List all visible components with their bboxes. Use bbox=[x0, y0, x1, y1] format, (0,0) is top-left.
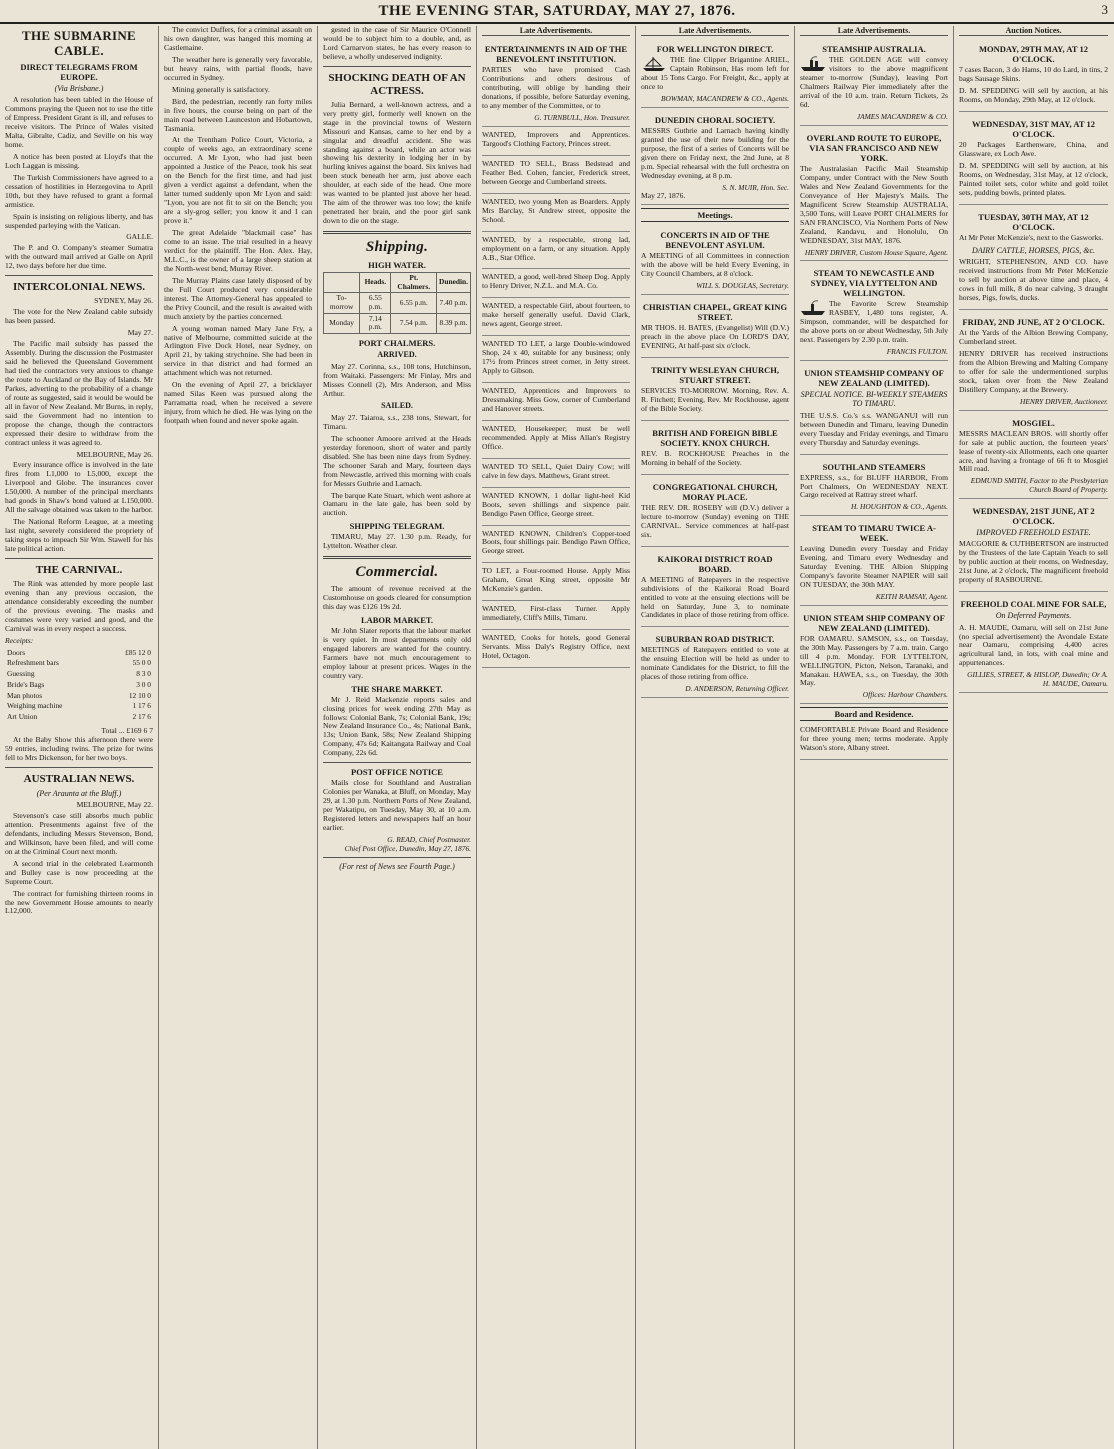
ad-text: WANTED, Improvers and Apprentices. Targood's Clothing Factory, Princes street. bbox=[482, 129, 630, 148]
table-row bbox=[5, 680, 153, 691]
classified-ad bbox=[482, 528, 630, 564]
ad-title: DUNEDIN CHORAL SOCIETY. bbox=[654, 115, 776, 125]
ad-subtitle: IMPROVED FREEHOLD ESTATE. bbox=[976, 527, 1091, 537]
ad-text: WANTED KNOWN, Children's Copper-toed Boots, four shillings pair. Bendigo Pawn Office, George street. bbox=[482, 528, 630, 556]
account-item: Refreshment bars bbox=[7, 658, 59, 668]
account-value: 1 17 6 bbox=[132, 701, 151, 711]
advertisement bbox=[641, 360, 789, 421]
column-5 bbox=[636, 26, 795, 1449]
ad-title: CHRISTIAN CHAPEL, GREAT KING STREET. bbox=[642, 302, 788, 323]
ad-text: WANTED, by a respectable, strong lad, employment on a farm, or any situation. Apply A.B., Star Office. bbox=[482, 234, 630, 262]
table-header bbox=[324, 272, 360, 292]
ad-title: MOSGIEL. bbox=[1012, 417, 1055, 428]
article-paragraph: Stevenson's case still absorbs much public attention. Presentments against five of the defendants, including Messrs Stevenson, Bond, and Wilkinson, have been filed, and will come on at the Criminal Court next month. bbox=[5, 810, 153, 856]
table-row bbox=[5, 701, 153, 712]
ad-title: MONDAY, 29TH MAY, AT 12 O'CLOCK. bbox=[979, 44, 1088, 65]
ad-text: A. H. MAUDE, Oamaru, will sell on 21st June (no special advertisement) the Avondale Estate near Oamaru, comprising 4,400 acres agricultural land, in lots, with coal mine and appurtenances. bbox=[959, 622, 1108, 668]
classified-ad bbox=[482, 565, 630, 601]
ad-subtitle: DAIRY CATTLE, HORSES, PIGS, &c. bbox=[971, 246, 1096, 256]
accounts-table bbox=[5, 648, 153, 723]
table-row bbox=[324, 313, 471, 333]
divider bbox=[5, 275, 153, 276]
column-2 bbox=[159, 26, 318, 1449]
classified-ad bbox=[482, 300, 630, 336]
divider bbox=[323, 66, 471, 67]
ad-text: WANTED, First-class Turner. Apply immediately, Cliff's Mills, Timaru. bbox=[482, 604, 630, 623]
ad-title: WEDNESDAY, 31ST MAY, AT 12 O'CLOCK. bbox=[972, 119, 1095, 140]
ad-text: HENRY DRIVER has received instructions from the Albion Brewing and Malting Company to offer for sale the undermentioned surplus stock, taken over from the New Zealand Distillery Company, at the Brewery. bbox=[959, 349, 1108, 394]
signature: S. N. MUIR, Hon. Sec. bbox=[722, 182, 789, 192]
article-paragraph: Julia Bernard, a well-known actress, and a very pretty girl, formerly well known on the stage in the provincial towns of Western Missouri and Kansas, came to her end by a singular and dreadful accident. She was standing against a board, while an actor was showing his dexterity in lodging her in by hurling knives against the board. Six knives had been stuck beneath her arm, just above each shoulder, at each side of the head. One more was wanted to be planted just above her head. The aim of the thrower was too low; the knife penetrated her brain, and the poor girl sank down to die on the stage. bbox=[323, 99, 471, 226]
account-item: Art Union bbox=[7, 712, 38, 722]
column-4 bbox=[477, 26, 636, 1449]
dateline: MELBOURNE, May 26. bbox=[76, 449, 153, 459]
table-header: Pt. Chalmers. bbox=[391, 272, 437, 292]
ad-text: REV. B. ROCKHOUSE Preaches in the Morning in behalf of the Society. bbox=[641, 448, 789, 467]
article-paragraph: A notice has been posted at Lloyd's that the Loch Laggan is missing. bbox=[5, 151, 153, 170]
ad-text: WANTED, a good, well-bred Sheep Dog. Apply to Henry Driver, N.Z.L. and M.A. Co. bbox=[482, 272, 630, 291]
ad-text: PARTIES who have promised Cash Contributions and others desirous of contributing, will oblige by handing their donations, if possible, before Saturday evening, to any member of the Committee, or to bbox=[482, 65, 630, 111]
ad-title: UNION STEAMSHIP COMPANY OF NEW ZEALAND (LIMITED). bbox=[804, 367, 944, 388]
ad-text: WANTED TO SELL, Quiet Dairy Cow; will calve in few days. Matthews, Grant street. bbox=[482, 461, 630, 480]
steamship-icon bbox=[800, 56, 826, 72]
ad-text: MACGORIE & CUTHBERTSON are instructed by the Trustees of the late Captain Yeach to sell by public auction at their rooms, on Wednesday, 21st June, at 2 o'clock, The magnificent freehold property of RASBOURNE. bbox=[959, 539, 1108, 585]
signature: WILL S. DOUGLAS, Secretary. bbox=[696, 281, 789, 291]
classified-ad bbox=[482, 129, 630, 156]
advertisement bbox=[641, 110, 789, 205]
advertisement bbox=[800, 263, 948, 361]
classified-ad bbox=[482, 271, 630, 298]
advertisement bbox=[641, 225, 789, 295]
article-paragraph: A young woman named Mary Jane Fry, a native of Melbourne, committed suicide at the Arlington Five Dock Hotel, near Sydney, on April 21, by taking strychnine. She had been in service in that district and had formed an attachment which was not returned. bbox=[164, 323, 312, 378]
ad-text: The Australasian Pacific Mail Steamship Company, under Contract with the New South Wales and New Zealand Governments for the Conveyance of Her Majesty's Mails. The Magnificent Screw Steamship AUSTRALIA, 3,500 Tons, will Leave PORT CHALMERS for SAN FRANCISCO, Via Northern Ports of New Zealand, Kandavu, and Honolulu, On WEDNESDAY, 31st MAY, 1876. bbox=[800, 163, 948, 245]
advertisement bbox=[641, 477, 789, 547]
table-cell: Monday bbox=[324, 313, 360, 333]
ad-text: At Mr Peter McKenzie's, next to the Gasworks. bbox=[959, 233, 1104, 243]
post-office-heading: POST OFFICE NOTICE bbox=[351, 767, 443, 778]
advertisement bbox=[641, 423, 789, 475]
table-cell: 6.55 p.m. bbox=[391, 293, 437, 313]
advertisement bbox=[641, 39, 789, 108]
ad-text: THE U.S.S. Co.'s s.s. WANGANUI will run between Dunedin and Timaru, leaving Dunedin every Tuesday and Friday evenings, and Timaru every Thursday and Saturday evenings. bbox=[800, 410, 948, 447]
ad-title: OVERLAND ROUTE TO EUROPE, VIA SAN FRANCISCO AND NEW YORK. bbox=[806, 132, 942, 163]
article-paragraph: The barque Kate Stuart, which went ashore at Oamaru in the late gale, has been sold by auction. bbox=[323, 490, 471, 518]
ad-text: WANTED TO LET, a large Double-windowed Shop, 24 x 40, suitable for any business; only 17½ from Princes street corner, in Jetty street. Apply to Gibson. bbox=[482, 339, 630, 376]
ad-text: SERVICES TO-MORROW. Morning, Rev. A. R. Fitchett; Evening, Rev. Mr Rockhouse, agent of the Bible Society. bbox=[641, 385, 789, 413]
article-paragraph: The Murray Plains case lately disposed of by the Full Court produced very considerable interest. The Attorney-General has appealed to the Privy Council, and the result is awaited with much anxiety by the parties concerned. bbox=[164, 275, 312, 321]
headline-carnival: THE CARNIVAL. bbox=[35, 563, 123, 576]
divider bbox=[323, 231, 471, 234]
ad-title: STEAMSHIP AUSTRALIA. bbox=[822, 44, 926, 55]
classified-ad bbox=[482, 490, 630, 526]
advertisement bbox=[800, 724, 948, 760]
ad-text: D. M. SPEDDING will sell by auction, at his Rooms, on Monday, 29th May, at 12 o'clock. bbox=[959, 86, 1108, 105]
ad-title: KAIKORAI DISTRICT ROAD BOARD. bbox=[657, 553, 773, 574]
signature: G. READ, Chief Postmaster. bbox=[387, 835, 471, 845]
classified-ad bbox=[482, 196, 630, 232]
account-value: 8 3 0 bbox=[136, 669, 151, 679]
signature: D. ANDERSON, Returning Officer. bbox=[685, 684, 789, 694]
account-item: Guessing bbox=[7, 669, 35, 679]
ad-title: UNION STEAM SHIP COMPANY OF NEW ZEALAND (LIMITED). bbox=[803, 612, 945, 633]
classified-ad bbox=[482, 234, 630, 270]
article-paragraph: The National Reform League, at a meeting last night, severely considered the propriety of taking steps to impeach Sir Wm. Stawell for his late political action. bbox=[5, 517, 153, 554]
article-paragraph: A second trial in the celebrated Learmonth and Bulley case is now proceeding at the Supreme Court. bbox=[5, 858, 153, 886]
ad-text: THE fine Clipper Brigantine ARIEL, Captain Robinson, Has room left for about 15 Tons Cargo. For Freight, &c., apply at once to bbox=[641, 55, 789, 92]
signature: GILLIES, STREET, & HISLOP, Dunedin; Or A. H. MAUDE, Oamaru. bbox=[967, 670, 1108, 689]
ad-title: CONGREGATIONAL CHURCH, MORAY PLACE. bbox=[652, 481, 778, 502]
ad-title: FRIDAY, 2ND JUNE, AT 2 O'CLOCK. bbox=[962, 317, 1105, 328]
page-number: 3 bbox=[1101, 2, 1108, 17]
advertisement bbox=[641, 549, 789, 628]
ad-title: STEAM TO TIMARU TWICE A-WEEK. bbox=[812, 523, 936, 544]
ad-text: EXPRESS, s.s., for BLUFF HARBOR, From Port Chalmers, On WEDNESDAY NEXT. Cargo received at Rattray street wharf. bbox=[800, 472, 948, 500]
column-6 bbox=[795, 26, 954, 1449]
account-value: 12 10 0 bbox=[128, 690, 151, 700]
ad-text: Leaving Dunedin every Tuesday and Friday Evening, and Timaru every Wednesday and Saturday Evening. THE Albion Shipping Company's favorite Steamer NAPIER will sail ON TUESDAY, the 30th MAY. bbox=[800, 544, 948, 589]
classified-ad bbox=[482, 423, 630, 459]
table-cell: 7.40 p.m. bbox=[437, 293, 471, 313]
headline-intercolonial: INTERCOLONIAL NEWS. bbox=[12, 281, 146, 294]
advertisement bbox=[959, 207, 1108, 310]
article-paragraph: The Turkish Commissioners have agreed to a cessation of hostilities in Herzegovina to April 10th, but they have refused to grant a formal armistice. bbox=[5, 172, 153, 209]
ad-text: D. M. SPEDDING will sell by auction, at his Rooms, on Wednesday, 31st May, at 12 o'clock, Painted toilet sets, color white and gold toilet sets, pudding bowls, printed plates. bbox=[959, 161, 1108, 198]
advertisement bbox=[959, 594, 1108, 693]
article-paragraph: The Rink was attended by more people last evening than any previous occasion, the attendance considerably exceeding the number of the previous evening. The masks and costumes were very varied and good, and the Carnival was in every respect a success. bbox=[5, 578, 153, 633]
column-7 bbox=[954, 26, 1113, 1449]
ad-text: MEETINGS of Ratepayers entitled to vote at the ensuing Election will be held as under to nominate Candidates for the District, to fill the places of those retiring from office. bbox=[641, 645, 789, 682]
signature: EDMUND SMITH, Factor to the Presbyterian Church Board of Property. bbox=[970, 476, 1108, 495]
table-row bbox=[5, 648, 153, 659]
high-water-table bbox=[323, 272, 471, 334]
classified-ad bbox=[482, 338, 630, 383]
advertisement bbox=[959, 501, 1108, 592]
ad-date: May 27, 1876. bbox=[641, 191, 686, 201]
article-paragraph: The contract for furnishing thirteen rooms in the new Government House amounts to nearly L12,000. bbox=[5, 888, 153, 916]
article-paragraph: Spain is insisting on religious liberty, and has suspended parleying with the Vatican. bbox=[5, 211, 153, 230]
column-3 bbox=[318, 26, 477, 1449]
dateline: GALLE. bbox=[126, 232, 153, 242]
ad-title: FREEHOLD COAL MINE FOR SALE, bbox=[960, 599, 1107, 610]
section-shipping: Shipping. bbox=[365, 239, 429, 256]
newspaper-title: THE EVENING STAR, SATURDAY, MAY 27, 1876. bbox=[378, 3, 736, 19]
ad-text: WANTED KNOWN, 1 dollar light-heel Kid Boots, seven shillings and sixpence pair. Bendigo Pawn Office, George street. bbox=[482, 490, 630, 518]
advertisement bbox=[800, 518, 948, 606]
ad-text: MESSRS MACLEAN BROS. will shortly offer for sale at public auction, the fourteen years' lease of twenty-six Allotments, each one quarter acre, and having a frontage of 66 ft to Mosgiel Mill road. bbox=[959, 428, 1108, 474]
ad-text: TO LET, a Four-roomed House. Apply Miss Graham, Great King street, opposite Mr McKenzie's garden. bbox=[482, 566, 630, 594]
divider bbox=[5, 558, 153, 559]
divider bbox=[323, 762, 471, 763]
headline-australian-news: AUSTRALIAN NEWS. bbox=[23, 772, 135, 785]
table-cell: 7.54 p.m. bbox=[391, 313, 437, 333]
article-paragraph: The convict Duffers, for a criminal assault on his own daughter, was hanged this morning at Castlemaine. bbox=[164, 26, 312, 52]
ad-text: WANTED, Cooks for hotels, good General Servants. Miss Daly's Registry Office, next Hotel, Octagon. bbox=[482, 633, 630, 661]
ad-title: BRITISH AND FOREIGN BIBLE SOCIETY. KNOX CHURCH. bbox=[652, 427, 778, 448]
sailed-heading: SAILED. bbox=[381, 401, 413, 411]
advertisement bbox=[800, 128, 948, 261]
signature: JAMES MACANDREW & CO. bbox=[856, 112, 948, 122]
port-heading: PORT CHALMERS. bbox=[358, 338, 436, 349]
dateline: MELBOURNE, May 22. bbox=[76, 799, 153, 809]
article-paragraph: Mining generally is satisfactory. bbox=[172, 84, 270, 94]
subhead-direct-telegrams: DIRECT TELEGRAMS FROM EUROPE. bbox=[20, 61, 138, 82]
signature: HENRY DRIVER, Auctioneer. bbox=[1020, 396, 1108, 406]
high-water-heading: HIGH WATER. bbox=[368, 259, 426, 270]
advertisement bbox=[800, 457, 948, 517]
account-value: 3 0 0 bbox=[136, 679, 151, 689]
ad-text: FOR OAMARU. SAMSON, s.s., on Tuesday, the 30th May. Passengers by 7 a.m. train. Cargo till 4 p.m. Monday. FOR LYTTELTON, WELLINGTON, Picton, Nelson, Taranaki, and Manakau. HAWEA, s.s., on Tuesday, the 30th May. bbox=[800, 633, 948, 688]
article-paragraph: May 27. Corinna, s.s., 108 tons, Hutchinson, from Waitaki. Passengers: Mr Finlay, Mrs and Misses Connell (2), Mrs Anderson, and Miss Arthur. bbox=[323, 361, 471, 398]
ad-text: The Favorite Screw Steamship RASBEY, 1,480 tons register, A. Simpson, commander, will be despatched for the above ports on or about Wednesday, 5th July next. Passengers by 2.30 p.m. train. bbox=[800, 299, 948, 345]
section-board-residence: Board and Residence. bbox=[800, 707, 948, 721]
section-late-ads: Late Advertisements. bbox=[641, 26, 789, 36]
signature: KEITH RAMSAY, Agent. bbox=[875, 591, 948, 601]
ad-text: WANTED, Housekeeper; must be well recommended. Apply at Miss Allan's Registry Office. bbox=[482, 423, 630, 451]
dateline: SYDNEY, May 26. bbox=[94, 296, 153, 306]
table-row bbox=[5, 669, 153, 680]
signature: FRANCIS FULTON. bbox=[886, 347, 948, 357]
account-value: 2 17 6 bbox=[132, 712, 151, 722]
article-paragraph: Every insurance office is involved in the late fires from L1,000 to L5,000, except the Liverpool and Globe. The insurances cover L50,000. A number of the principal merchants had goods in Shaw's bond valued at L150,000. All the salvage obtained was taken to the harbor. bbox=[5, 460, 153, 515]
ad-text: THE REV. DR. ROSEBY will (D.V.) deliver a lecture to-morrow (Sunday) evening on THE CARNIVAL. Service commences at half-past six. bbox=[641, 502, 789, 539]
ad-text: A MEETING of all Committees in connection with the above will be held Every Evening, in City Council Chambers, at 8 o'clock. bbox=[641, 251, 789, 279]
account-value: £85 12 0 bbox=[125, 647, 151, 657]
table-row bbox=[5, 691, 153, 702]
ad-title: STEAM TO NEWCASTLE AND SYDNEY, VIA LYTTELTON AND WELLINGTON. bbox=[810, 268, 938, 299]
table-header: Dunedin. bbox=[437, 272, 471, 292]
signature: Chief Post Office, Dunedin, May 27, 1876. bbox=[344, 843, 471, 853]
advertisement bbox=[800, 608, 948, 704]
table-header: Heads. bbox=[360, 272, 391, 292]
share-market-heading: THE SHARE MARKET. bbox=[351, 683, 443, 694]
ad-title: WEDNESDAY, 21ST JUNE, AT 2 O'CLOCK. bbox=[972, 505, 1095, 526]
advertisement bbox=[959, 114, 1108, 205]
account-item: Weighing machine bbox=[7, 701, 63, 711]
section-late-ads: Late Advertisements. bbox=[482, 26, 630, 36]
advertisement bbox=[482, 39, 630, 127]
ad-text: WANTED TO SELL, Brass Bedstead and Feather Bed. Cohen, fancier, Frederick street, between George and Cumberland streets. bbox=[482, 158, 630, 186]
arrived-heading: ARRIVED. bbox=[377, 350, 417, 360]
table-row bbox=[5, 658, 153, 669]
ad-text: WANTED, Apprentices and Improvers to Dressmaking. Miss Gow, corner of Cumberland and Hanover streets. bbox=[482, 386, 630, 413]
advertisement bbox=[959, 39, 1108, 112]
table-row bbox=[324, 293, 471, 313]
ad-text: 20 Packages Earthenware, China, and Glassware, ex Loch Awe. bbox=[959, 140, 1108, 159]
table-cell: 7.14 p.m. bbox=[360, 313, 391, 333]
labor-market-heading: LABOR MARKET. bbox=[360, 614, 434, 625]
signature: BOWMAN, MACANDREW & CO., Agents. bbox=[661, 94, 789, 104]
section-auction-notices: Auction Notices. bbox=[959, 26, 1108, 36]
classified-ad bbox=[482, 158, 630, 194]
article-paragraph: Mr John Slater reports that the labour market is very quiet. In most departments only old engaged laborers are wanted for the country. Farmers have not much encouragement to employ labour at present prices. Wages in the country vary. bbox=[323, 625, 471, 680]
ad-text: At the Yards of the Albion Brewing Company, Cumberland street. bbox=[959, 328, 1108, 347]
account-item: Doors bbox=[7, 647, 26, 657]
signature: Offices: Harbour Chambers. bbox=[862, 690, 948, 700]
ad-subtitle: On Deferred Payments. bbox=[995, 611, 1072, 621]
signature: HENRY DRIVER, Custom House Square, Agent. bbox=[804, 247, 948, 257]
classified-ads-list bbox=[482, 129, 630, 668]
steamship-icon bbox=[800, 300, 826, 316]
article-paragraph: Bird, the pedestrian, recently ran forty miles in five hours, the course being on part of the main road between Launceston and Hobartown, Tasmania. bbox=[164, 96, 312, 133]
article-paragraph: A resolution has been tabled in the House of Commons praying the Queen not to use the title of Empress. President Grant is ill, and refuses to receive visitors. The Prince of Wales visited Malta, Gibralte, Cadiz, and Seville on his way home. bbox=[5, 95, 153, 149]
dateline: May 27. bbox=[127, 328, 153, 338]
article-paragraph: At the Trentham Police Court, Victoria, a couple of weeks ago, an extraordinary scene occurred. A Mr Lyon, who had just been appointed a Justice of the Peace, took his seat on the Bench for the first time, and had just given a verdict against a defendant, when the latter turned suddenly upon Mr Lyon and said: "Lyon, you are not fit to sit on the Bench; you are a sly-grog seller; you know it and I can prove it." bbox=[164, 135, 312, 226]
accounts-total: Total ... £169 6 7 bbox=[101, 725, 153, 735]
ad-text: A MEETING of Ratepayers in the respective subdivisions of the Kaikorai Road Board entitled to vote at the ensuing elections will be held on Saturday, June 3, to nominate Candidates in place of those retiring from office. bbox=[641, 574, 789, 620]
article-paragraph: The great Adelaide "blackmail case" has come to an issue. The trial resulted in a heavy verdict for the plaintiff. The Hon. Alex. Hay, M.L.C., is the owner of a large sheep station at the North-west bend, Murray River. bbox=[164, 228, 312, 273]
ad-text: MR THOS. H. BATES, (Evangelist) Will (D.V.) preach in the above place On LORD'S DAY, EVENING, At half-past six o'clock. bbox=[641, 323, 789, 350]
divider bbox=[323, 556, 471, 559]
advertisement bbox=[641, 629, 789, 698]
headline-submarine-cable: THE SUBMARINE CABLE. bbox=[21, 28, 137, 59]
ad-text: WRIGHT, STEPHENSON, AND CO. have received instructions from Mr Peter McKenzie to sell by auction at above time and place, 4 cows in full milk, 8 do near calving, 3 draught horses, Pigs, fowls, ducks. bbox=[959, 257, 1108, 303]
advertisement bbox=[800, 363, 948, 455]
article-paragraph: On the evening of April 27, a bricklayer named Silas Keen was pursued along the Parramatta road, when he received a severe injury, from which he died. He was lying on the footpath when found and never spoke again. bbox=[164, 380, 312, 426]
headline-shocking-death: SHOCKING DEATH OF AN ACTRESS. bbox=[328, 71, 466, 97]
article-paragraph: The amount of revenue received at the Customhouse on goods cleared for consumption this day was £126 19s 2d. bbox=[323, 584, 471, 611]
ad-subtitle: SPECIAL NOTICE. BI-WEEKLY STEAMERS TO TIMARU. bbox=[800, 389, 948, 409]
advertisement bbox=[959, 312, 1108, 410]
continued-note: (For rest of News see Fourth Page.) bbox=[339, 862, 455, 872]
article-paragraph: The weather here is generally very favorable, but heavy rains, with partial floods, have occurred in Sydney. bbox=[164, 54, 312, 82]
advertisement bbox=[959, 413, 1108, 499]
signature: G. TURNBULL, Hon. Treasurer. bbox=[534, 113, 630, 123]
article-paragraph: gested in the case of Sir Maurice O'Connell would be to subject him to a double, and, as Lord Carnarvon states, he has every reason to believe, a wholly undeserved indignity. bbox=[323, 26, 471, 61]
article-paragraph: At the Baby Show this afternoon there were 59 entries, including twins. The prize for twins fell to Mrs Dickenson, for her two boys. bbox=[5, 734, 153, 762]
divider bbox=[323, 857, 471, 858]
table-cell: To-morrow bbox=[324, 293, 360, 313]
article-paragraph: Mails close for Southland and Australian Colonies per Wanaka, at Bluff, on Monday, May 29, at 1.30 p.m. Northern Ports of New Zealand, per Wakatipu, on Tuesday, May 30, at 10 a.m. Registered letters and newspapers half an hour earlier. bbox=[323, 778, 471, 833]
advertisement bbox=[800, 39, 948, 125]
section-commercial: Commercial. bbox=[355, 564, 439, 581]
article-paragraph: TIMARU, May 27. 1.30 p.m. Ready, for Lyttelton. Weather clear. bbox=[323, 532, 471, 551]
ad-title: ENTERTAINMENTS IN AID OF THE BENEVOLENT INSTITUTION. bbox=[484, 44, 628, 65]
article-paragraph: May 27. Taiaroa, s.s., 238 tons, Stewart, for Timaru. bbox=[323, 412, 471, 431]
masthead bbox=[0, 0, 1114, 24]
section-meetings: Meetings. bbox=[641, 208, 789, 222]
signature: H. HOUGHTON & CO., Agents. bbox=[850, 502, 948, 512]
ad-title: FOR WELLINGTON DIRECT. bbox=[656, 44, 774, 55]
ad-text: 7 cases Bacon, 3 do Hams, 10 do Lard, in tins, 2 bags Sausage Skins. bbox=[959, 65, 1108, 84]
column-1 bbox=[0, 26, 159, 1449]
account-value: 55 0 0 bbox=[132, 658, 151, 668]
shipping-telegram-heading: SHIPPING TELEGRAM. bbox=[349, 521, 445, 532]
ad-title: SOUTHLAND STEAMERS bbox=[822, 461, 926, 472]
account-item: Bride's Bags bbox=[7, 679, 45, 689]
ad-title: SUBURBAN ROAD DISTRICT. bbox=[655, 634, 775, 645]
table-row bbox=[5, 712, 153, 723]
classified-ad bbox=[482, 632, 630, 668]
article-paragraph: The vote for the New Zealand cable subsidy has been passed. bbox=[5, 307, 153, 326]
article-paragraph: Mr J. Reid Mackenzie reports sales and closing prices for week ending 27th May as follows: Colonial Bank, 7s; Colonial Bank, 19s; New Zealand Insurance Co., 4s; National Bank, 13s; Union Bank, 58s; New Zealand Shipping Company, 47s 6d; Kaitangata Railway and Coal Company, 22s 6d. bbox=[323, 694, 471, 758]
classified-ad bbox=[482, 461, 630, 488]
article-paragraph: The schooner Amoore arrived at the Heads yesterday forenoon, short of water and partly disabled. She has been nine days from Sydney. The schooner Sarah and Mary, fourteen days from Newcastle, arrived this morning with coals for Messrs Guthrie and Larnach. bbox=[323, 433, 471, 488]
ad-text: COMFORTABLE Private Board and Residence for three young men; terms moderate. Apply Watson's store, Albany street. bbox=[800, 725, 948, 753]
ad-title: CONCERTS IN AID OF THE BENEVOLENT ASYLUM. bbox=[660, 230, 770, 251]
columns bbox=[0, 26, 1114, 1449]
ad-text: THE GOLDEN AGE will convey visitors to the above magnificent steamer to-morrow (Sunday), leaving Port Chalmers Railway Pier immediately after the arrival of the 10 a.m. train. Return Tickets, 2s 6d. bbox=[800, 55, 948, 110]
classified-ad bbox=[482, 385, 630, 421]
ad-text: WANTED, two young Men as Boarders. Apply Mrs Barclay, St Andrew street, opposite the School. bbox=[482, 196, 630, 224]
table-cell: 6.55 p.m. bbox=[360, 293, 391, 313]
divider bbox=[5, 767, 153, 768]
article-paragraph: The Pacific mail subsidy has passed the Assembly. During the discussion the Postmaster said he believed the Queensland Government had tied the contractors very anxious to change the route to Auckland or the Bay of Islands. Mr Parkes, adverting to the probability of a change of route as suggested, said it would be would be all in favor of New Zealand. Mr Burns, in reply, said the Government had no intention to propose the change, though the contractors expressed their desire to withdraw from the contract unless it was agreed to. bbox=[5, 339, 153, 447]
section-late-ads: Late Advertisements. bbox=[800, 26, 948, 36]
ad-text: MESSRS Guthrie and Larnach having kindly granted the use of their new building for the purpose, the first of a series of Concerts will be given there on Friday next, the 2nd June, at 8 p.m. Special rehearsal with the full orchestra on Wednesday evening, at 8 p.m. bbox=[641, 126, 789, 180]
ad-text: WANTED, a respectable Girl, about fourteen, to make herself generally useful. David Clark, news agent, George street. bbox=[482, 301, 630, 329]
via-line: (Via Brisbane.) bbox=[54, 83, 104, 93]
via-line: (Per Araunta at the Bluff.) bbox=[36, 788, 122, 798]
classified-ad bbox=[482, 603, 630, 630]
account-item: Man photos bbox=[7, 690, 43, 700]
ad-title: TUESDAY, 30TH MAY, AT 12 O'CLOCK. bbox=[978, 212, 1089, 233]
accounts-title: Receipts: bbox=[5, 635, 34, 645]
article-paragraph: The P. and O. Company's steamer Sumatra with the outward mail arrived at Galle on April 12, two days before her due time. bbox=[5, 243, 153, 271]
advertisement bbox=[641, 297, 789, 358]
ship-icon bbox=[641, 56, 667, 72]
ad-title: TRINITY WESLEYAN CHURCH, STUART STREET. bbox=[651, 364, 779, 385]
table-cell: 8.39 p.m. bbox=[437, 313, 471, 333]
